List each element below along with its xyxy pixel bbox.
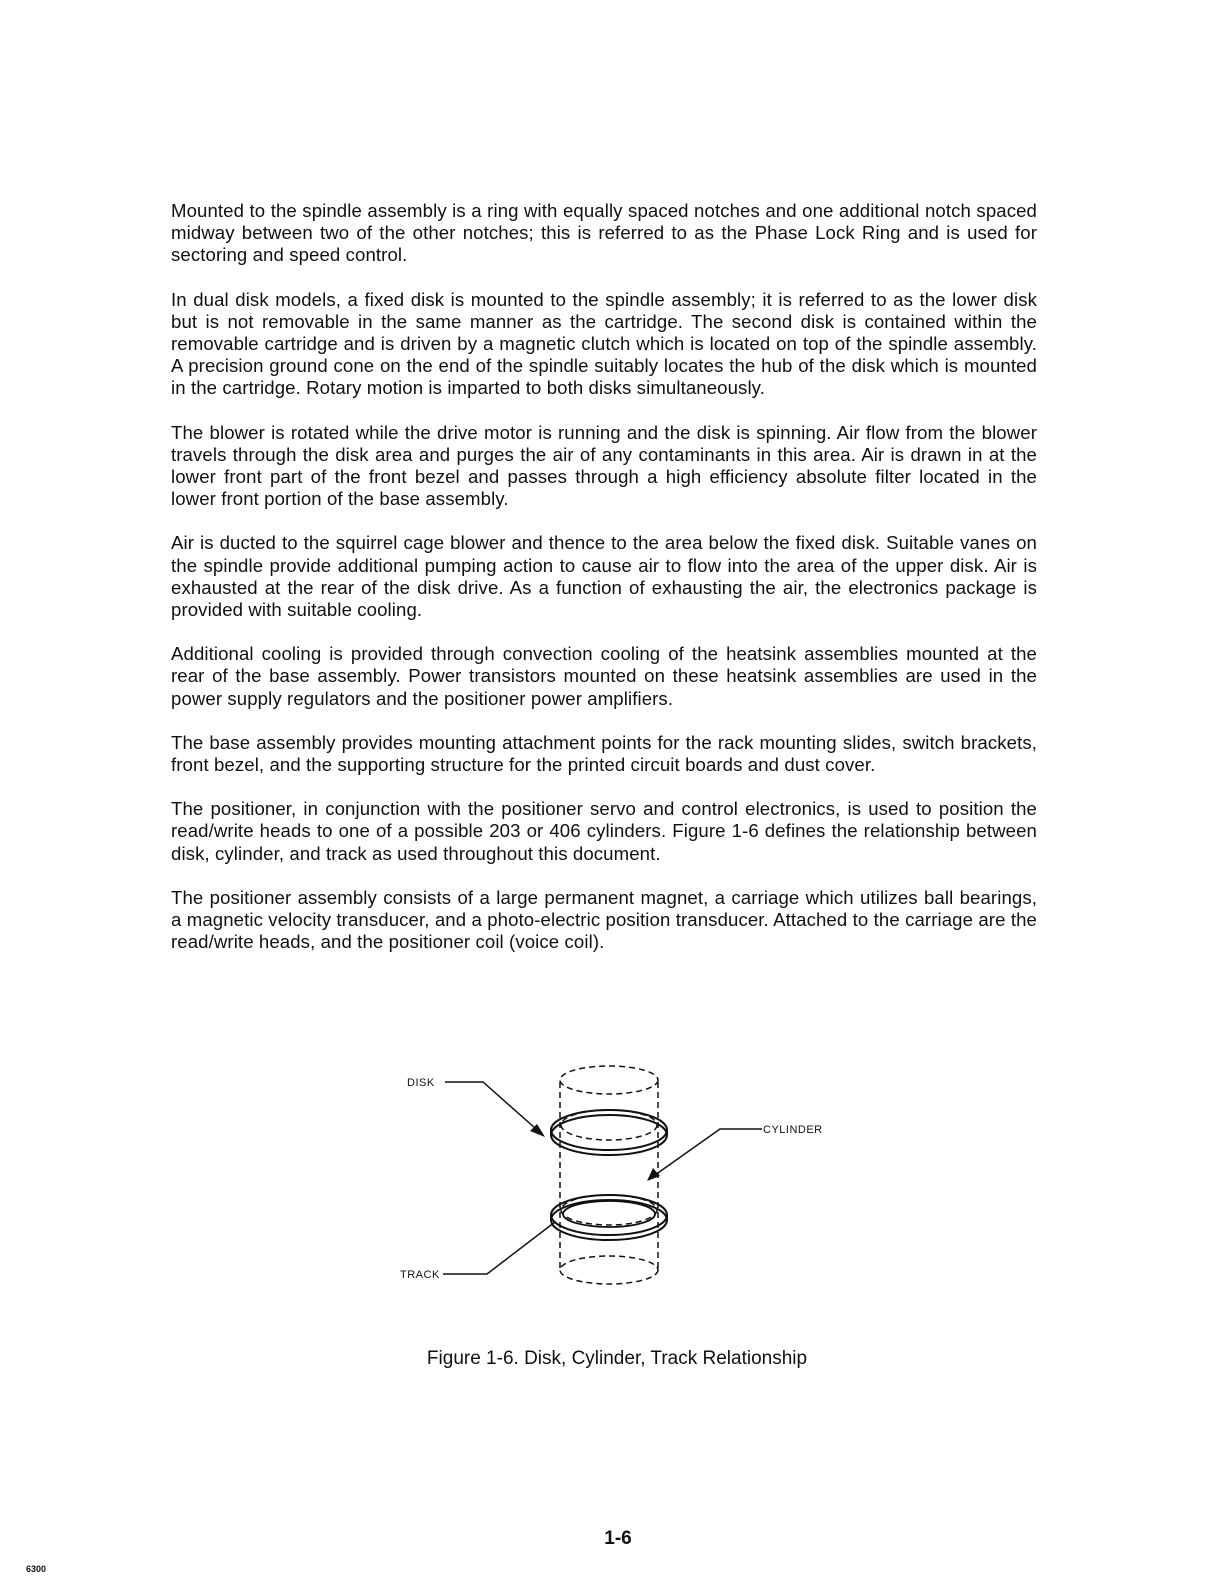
document-code: 6300	[26, 1564, 47, 1574]
cylinder-leader-line	[655, 1129, 762, 1175]
paragraph-base-assembly: The base assembly provides mounting attachment points for the rack mounting slides, switch brackets, front bezel, and the supporting structure for the printed circuit boards and dust cover.	[171, 731, 1037, 776]
paragraph-phase-lock-ring: Mounted to the spindle assembly is a ring with equally spaced notches and one additional notch spaced midway between two of the other notches; this is referred to as the Phase Lock Ring and is used for sectoring and speed control.	[171, 200, 1037, 266]
track-leader-line	[443, 1222, 555, 1274]
paragraph-air-ducting: Air is ducted to the squirrel cage blower and thence to the area below the fixed disk. Suitable vanes on the spindle provide additional pumping action to cause air to flow into the area of the upper disk. Air is exhausted at the rear of the disk drive. As a function of exhausting the air, the electronics package is provided with suitable cooling.	[171, 532, 1037, 621]
disk-leader-line	[445, 1082, 535, 1128]
paragraph-positioner: The positioner, in conjunction with the positioner servo and control electronics, is used to position the read/write heads to one of a possible 203 or 406 cylinders. Figure 1-6 defines the relationship between disk, cylinder, and track as used throughout this document.	[171, 798, 1037, 864]
paragraph-positioner-assembly: The positioner assembly consists of a large permanent magnet, a carriage which utilizes ball bearings, a magnetic velocity transducer, and a photo-electric position transducer. Attached to the carriage are the read/write heads, and the positioner coil (voice coil).	[171, 886, 1037, 953]
cylinder-label: CYLINDER	[763, 1124, 823, 1136]
paragraph-additional-cooling: Additional cooling is provided through convection cooling of the heatsink assemblies mounted at the rear of the base assembly. Power transistors mounted on these heatsink assemblies are used in the power supply regulators and the positioner power amplifiers.	[171, 643, 1037, 709]
disk-label: DISK	[407, 1077, 435, 1089]
cylinder-arrowhead	[647, 1168, 660, 1181]
figure-diagram	[395, 1060, 835, 1300]
page-number: 1-6	[604, 1528, 632, 1549]
paragraph-dual-disk-models: In dual disk models, a fixed disk is mounted to the spindle assembly; it is referred to as the lower disk but is not removable in the same manner as the cartridge. The second disk is contained within the removable cartridge and is driven by a magnetic clutch which is located on top of the spindle assembly. A precision ground cone on the end of the spindle suitably locates the hub of the disk which is mounted in the cartridge. Rotary motion is imparted to both disks simultaneously.	[171, 288, 1037, 399]
disk-cylinder-track-figure	[395, 1060, 835, 1300]
body-text	[171, 200, 1037, 975]
figure-caption: Figure 1-6. Disk, Cylinder, Track Relationship	[426, 1348, 808, 1369]
track-ring	[563, 1201, 655, 1227]
cylinder-outline	[560, 1066, 658, 1284]
track-label: TRACK	[400, 1269, 440, 1281]
paragraph-blower: The blower is rotated while the drive motor is running and the disk is spinning. Air flow from the blower travels through the disk area and purges the air of any contaminants in this area. Air is drawn in at the lower front part of the front bezel and passes through a high efficiency absolute filter located in the lower front portion of the base assembly.	[171, 421, 1037, 510]
